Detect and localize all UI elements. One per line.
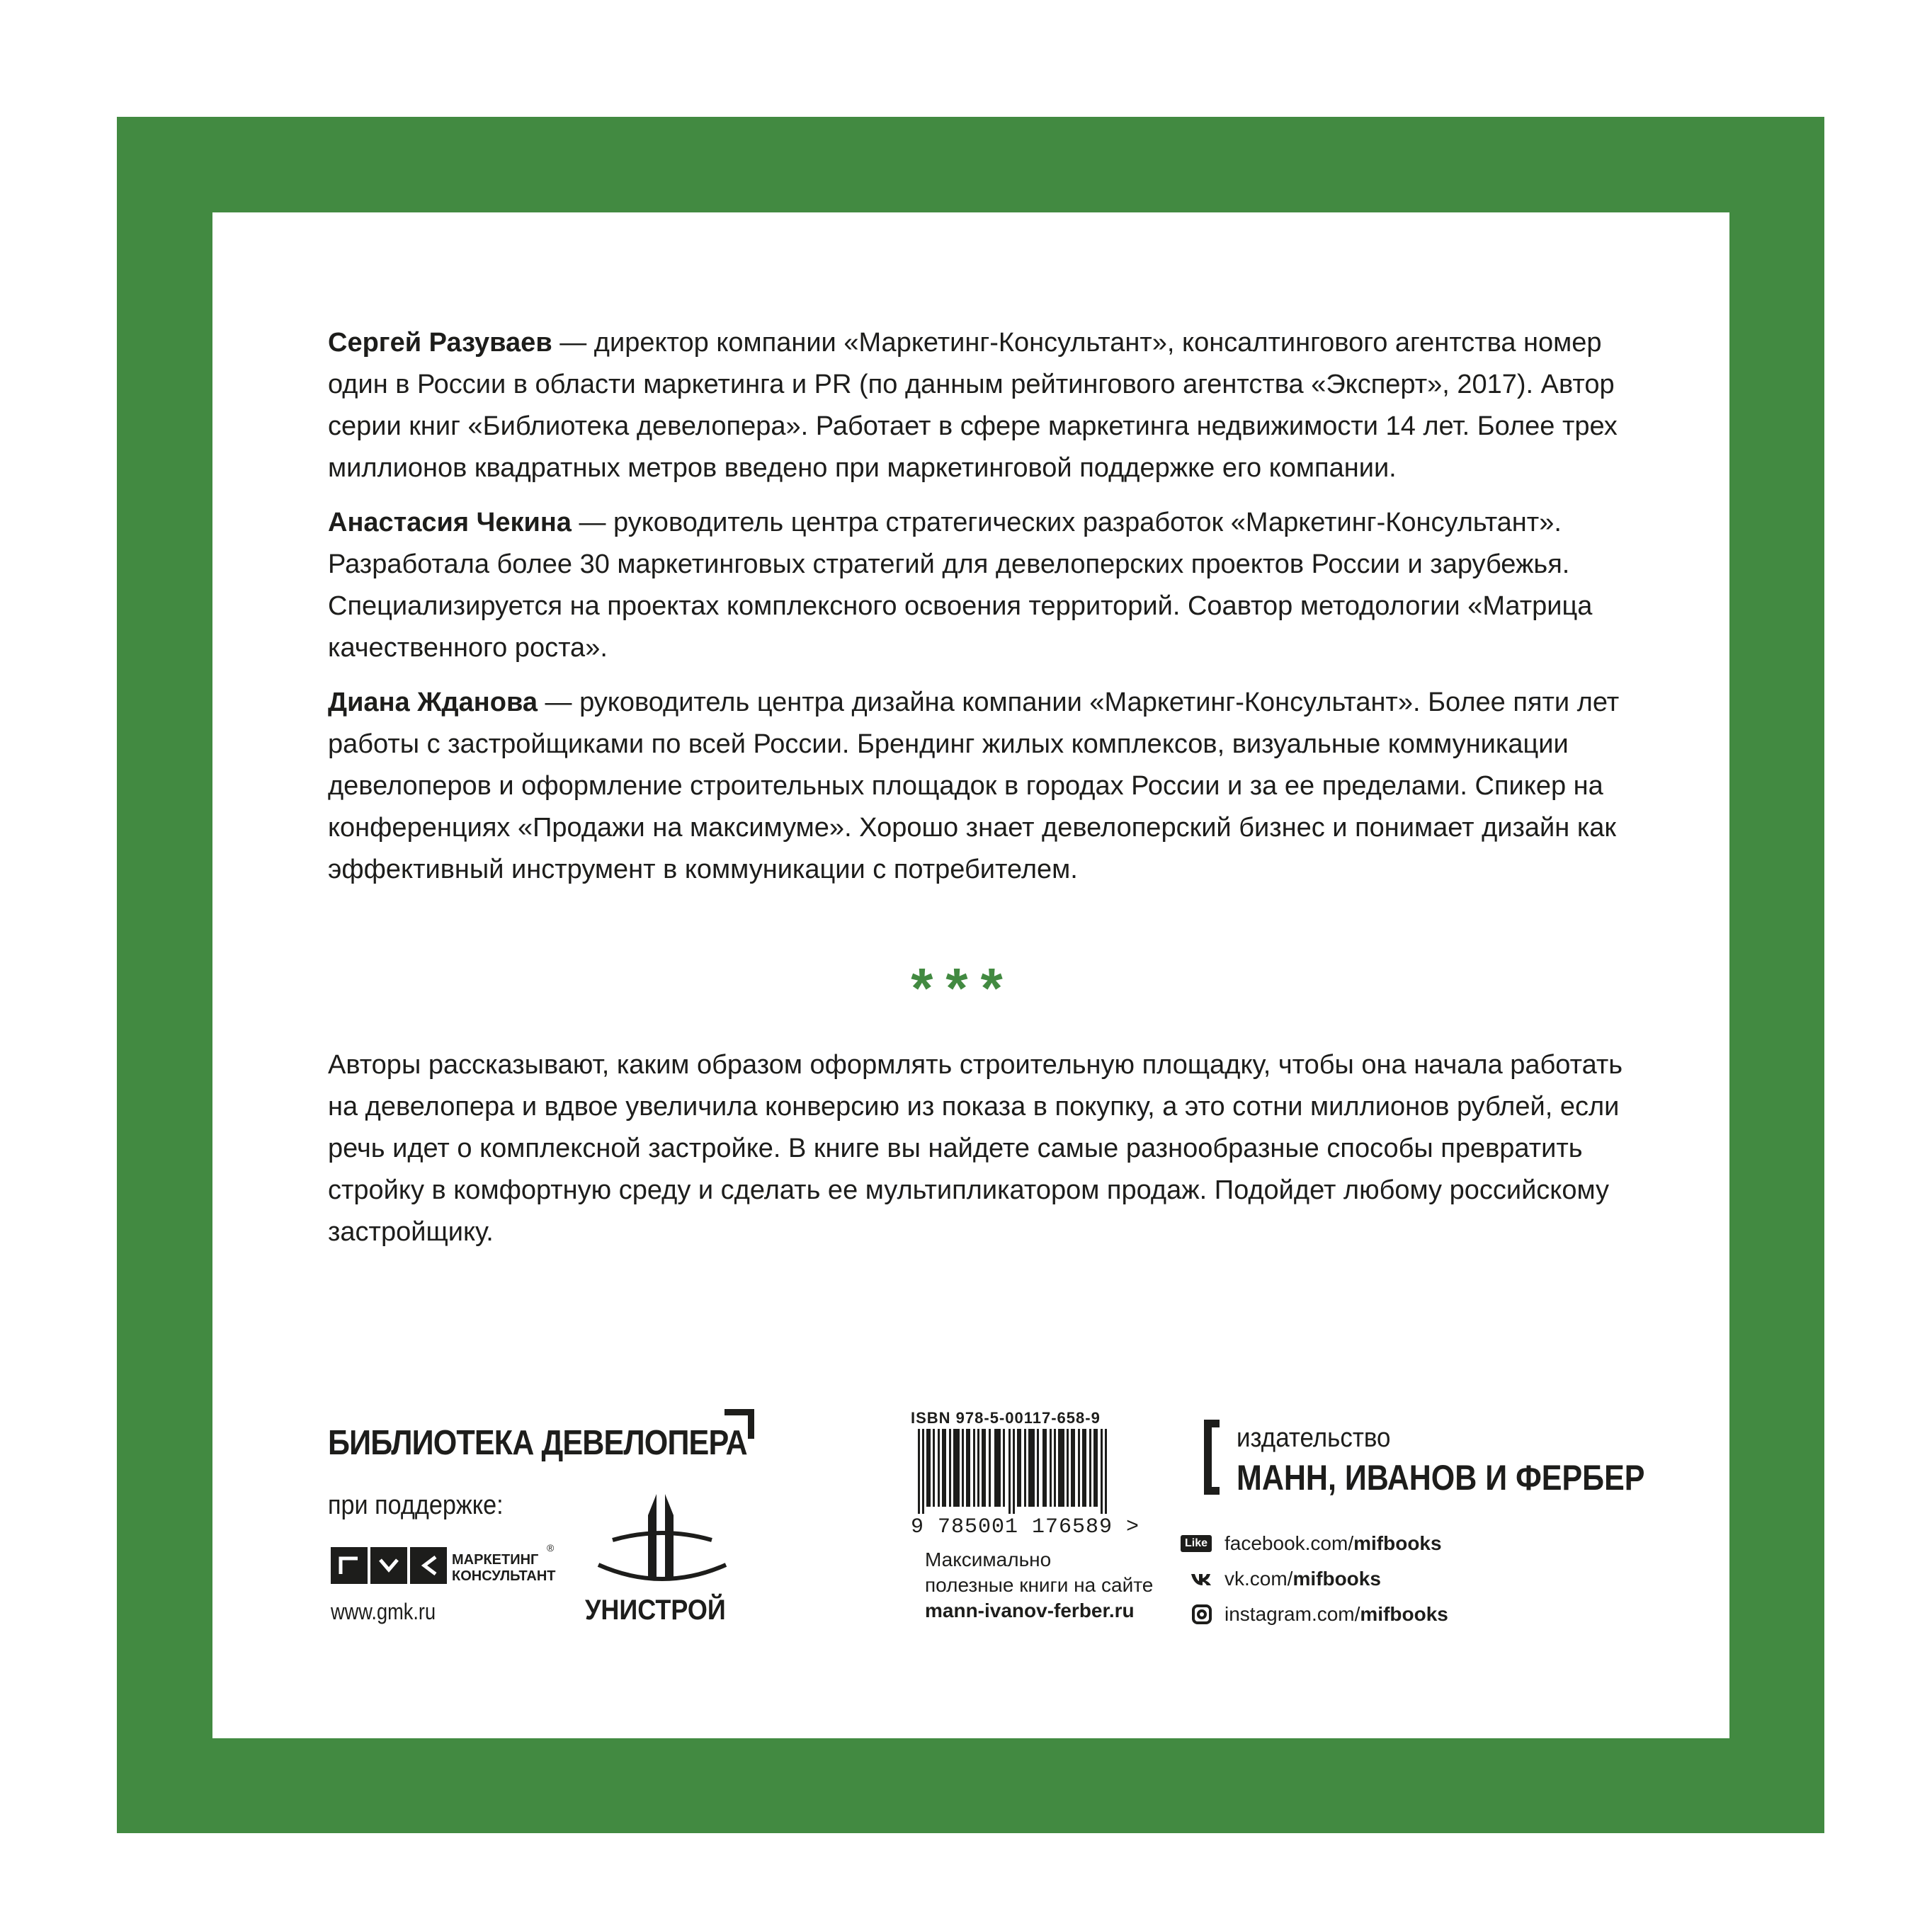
social-link-instagram[interactable] (1171, 1597, 1448, 1632)
stars-separator: *** (911, 957, 1016, 1020)
gmk-square-icon (370, 1547, 407, 1584)
gmk-square-icon (410, 1547, 447, 1584)
gmk-name-line2: КОНСУЛЬТАНТ (452, 1568, 556, 1584)
bio-zhdanova (328, 682, 1624, 891)
gmk-name (452, 1552, 556, 1585)
bio-chekina (328, 502, 1624, 669)
support-label: при поддержке: (328, 1490, 504, 1520)
gmk-logo (331, 1547, 450, 1584)
vk-icon (1171, 1572, 1224, 1586)
social-handle: mifbooks (1360, 1603, 1448, 1625)
barcode-digits: 9 785001 176589 > (911, 1515, 1140, 1539)
social-handle: mifbooks (1353, 1532, 1442, 1554)
author-description: — руководитель центра дизайна компании «Маркетинг-Консультант». Более пяти лет работы с застройщиками по всей России. Брендинг жилых комплексов, визуальные коммуникации девелоперов и оформление строительных площадок в городах России и за ее пределами. Спикер на конференциях «Продажи на максимуме». Хорошо знает девелоперский бизнес и понимает дизайн как эффективный инструмент в коммуникации с потребителем. (328, 688, 1620, 884)
gmk-name-line1: МАРКЕТИНГ (452, 1552, 539, 1568)
book-annotation: Авторы рассказывают, каким образом оформлять строительную площадку, чтобы она начала работать на девелопера и вдвое увеличила конверсию из показа в покупку, а это сотни миллионов рублей, если речь идет о комплексной застройке. В книге вы найдете самые разнообразные способы превратить стройку в комфортную среду и сделать ее мультипликатором продаж. Подойдет любому российскому застройщику. (328, 1050, 1623, 1247)
like-badge: Like (1181, 1535, 1212, 1552)
author-name: Диана Жданова (328, 688, 538, 717)
social-host: vk.com/ (1224, 1568, 1293, 1590)
social-handle: mifbooks (1292, 1568, 1381, 1590)
unistroy-logo-icon (591, 1487, 733, 1593)
author-description: — руководитель центра стратегических разработок «Маркетинг-Консультант». Разработала более 30 маркетинговых стратегий для девелоперских проектов России и зарубежья. Специализируется на проектах комплексного освоения территорий. Соавтор методологии «Матрица качественного роста». (328, 508, 1593, 663)
social-host: facebook.com/ (1224, 1532, 1354, 1554)
publisher-name: МАНН, ИВАНОВ И ФЕРБЕР (1237, 1458, 1645, 1498)
social-link-facebook[interactable] (1171, 1526, 1448, 1561)
publisher-label: издательство (1237, 1423, 1391, 1453)
facebook-like-icon (1171, 1535, 1224, 1552)
bio-razuvaev (328, 322, 1624, 489)
author-description: — директор компании «Маркетинг-Консультант», консалтингового агентства номер один в России в области маркетинга и PR (по данным рейтингового агентства «Эксперт», 2017). Автор серии книг «Библиотека девелопера». Работает в сфере маркетинга недвижимости 14 лет. Более трех миллионов квадратных метров введено при маркетинговой поддержке его компании. (328, 328, 1618, 483)
registered-mark: ® (547, 1542, 555, 1553)
author-name: Сергей Разуваев (328, 328, 552, 358)
barcode-icon (911, 1429, 1116, 1514)
author-name: Анастасия Чекина (328, 508, 572, 537)
tagline-line2: полезные книги на сайте (925, 1574, 1154, 1596)
author-bios (328, 322, 1624, 903)
tagline (925, 1547, 1153, 1624)
tagline-line1: Максимально (925, 1549, 1052, 1570)
social-link-vk[interactable] (1171, 1561, 1448, 1597)
publisher-site-link[interactable]: mann-ivanov-ferber.ru (925, 1599, 1135, 1621)
isbn: ISBN 978-5-00117-658-9 (911, 1409, 1101, 1427)
publisher-bracket-icon (1204, 1420, 1220, 1495)
social-host: instagram.com/ (1224, 1603, 1360, 1625)
series-title: БИБЛИОТЕКА ДЕВЕЛОПЕРА (328, 1424, 747, 1462)
corner-bracket-icon (724, 1409, 754, 1439)
unistroy-name: УНИСТРОЙ (585, 1595, 726, 1626)
instagram-icon (1171, 1604, 1224, 1624)
gmk-url: www.gmk.ru (331, 1599, 436, 1624)
gmk-square-icon (331, 1547, 368, 1584)
social-links (1171, 1526, 1448, 1632)
